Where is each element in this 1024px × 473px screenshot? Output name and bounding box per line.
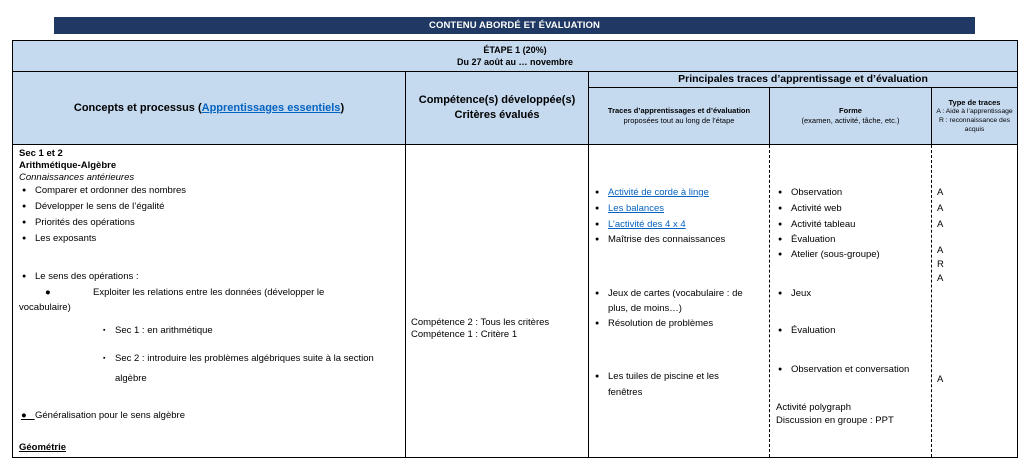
balances-link[interactable]: Les balances [608, 203, 664, 214]
traces-header: Traces d’apprentissages et d’évaluation proposées tout au long de l’étape [589, 88, 770, 145]
type-value: A [937, 187, 944, 198]
list-item: Exploiter les relations entre les données (développer le [93, 287, 325, 298]
bullet-icon: ● [21, 410, 35, 421]
type-traces-header: Type de traces A : Aide à l’apprentissage R : reconnaissance des acquis [932, 88, 1018, 145]
list-item: ● Maîtrise des connaissances [608, 234, 725, 246]
type-value: A [937, 245, 944, 256]
forme-line: Activité polygraph [776, 402, 851, 413]
type-value: A [937, 374, 944, 385]
type-value: A [937, 273, 944, 284]
type-value: A [937, 203, 944, 214]
content-table [12, 40, 1018, 458]
list-item-continuation: algèbre [115, 373, 147, 384]
competence-line: Compétence 1 : Critère 1 [411, 329, 518, 340]
list-item: ▪ Sec 2 : introduire les problèmes algébriques suite à la section [115, 353, 374, 365]
type-value: A [937, 219, 944, 230]
list-item-continuation: vocabulaire) [19, 302, 71, 313]
corde-a-linge-link[interactable]: Activité de corde à linge [608, 187, 709, 198]
list-item: ● Résolution de problèmes [608, 318, 713, 330]
list-item: ● Le sens des opérations : [35, 271, 139, 283]
etape-header [13, 41, 1018, 72]
list-item: ● Activité tableau [791, 219, 855, 231]
list-item: Généralisation pour le sens algèbre [35, 410, 185, 421]
type-value: R [937, 259, 944, 270]
forme-cell [770, 145, 932, 458]
principales-traces-header: Principales traces d’apprentissage et d’évaluation [589, 72, 1018, 88]
type-cell [932, 145, 1018, 458]
list-item: ● Jeux de cartes (vocabulaire : de [608, 288, 743, 300]
geometrie-heading: Géométrie [19, 442, 66, 453]
bullet-icon: ● [45, 287, 51, 298]
apprentissages-essentiels-link[interactable]: Apprentissages essentiels [201, 102, 341, 114]
section-banner: CONTENU ABORDÉ ET ÉVALUATION [54, 17, 975, 34]
competence-header: Compétence(s) développée(s) Critères évalués [406, 72, 589, 145]
sec-label: Sec 1 et 2 [19, 148, 63, 159]
list-item: ● Évaluation [791, 325, 835, 337]
traces-cell [589, 145, 770, 458]
list-item: ● Évaluation [791, 234, 835, 246]
section-title: Arithmétique-Algèbre [19, 160, 117, 171]
list-item: ● Observation [791, 187, 842, 199]
subsection-title: Connaissances antérieures [19, 172, 135, 183]
competence-line: Compétence 2 : Tous les critères [411, 317, 550, 328]
list-item: ▪ Sec 1 : en arithmétique [115, 325, 213, 337]
list-item-continuation: plus, de moins…) [608, 303, 682, 314]
concepts-cell [13, 145, 406, 458]
etape-dates: Du 27 août au … novembre [456, 57, 574, 67]
list-item: ● Développer le sens de l’égalité [35, 201, 164, 213]
concepts-header: Concepts et processus (Apprentissages essentiels) [13, 72, 406, 145]
list-item: ● Priorités des opérations [35, 217, 135, 229]
etape-title: ÉTAPE 1 (20%) [483, 45, 547, 55]
list-item: ● Comparer et ordonner des nombres [35, 185, 186, 197]
forme-line: Discussion en groupe : PPT [776, 415, 894, 426]
list-item: ● Activité web [791, 203, 842, 215]
list-item: ● Observation et conversation [791, 364, 909, 376]
list-item: ● Jeux [791, 288, 811, 300]
list-item: ● Atelier (sous-groupe) [791, 249, 880, 261]
list-item: ● Les tuiles de piscine et les [608, 371, 719, 383]
list-item-continuation: fenêtres [608, 387, 643, 398]
competences-cell [406, 145, 589, 458]
forme-header: Forme (examen, activité, tâche, etc.) [770, 88, 932, 145]
list-item: ● Les exposants [35, 233, 96, 245]
activite-4x4-link[interactable]: L’activité des 4 x 4 [608, 219, 686, 230]
